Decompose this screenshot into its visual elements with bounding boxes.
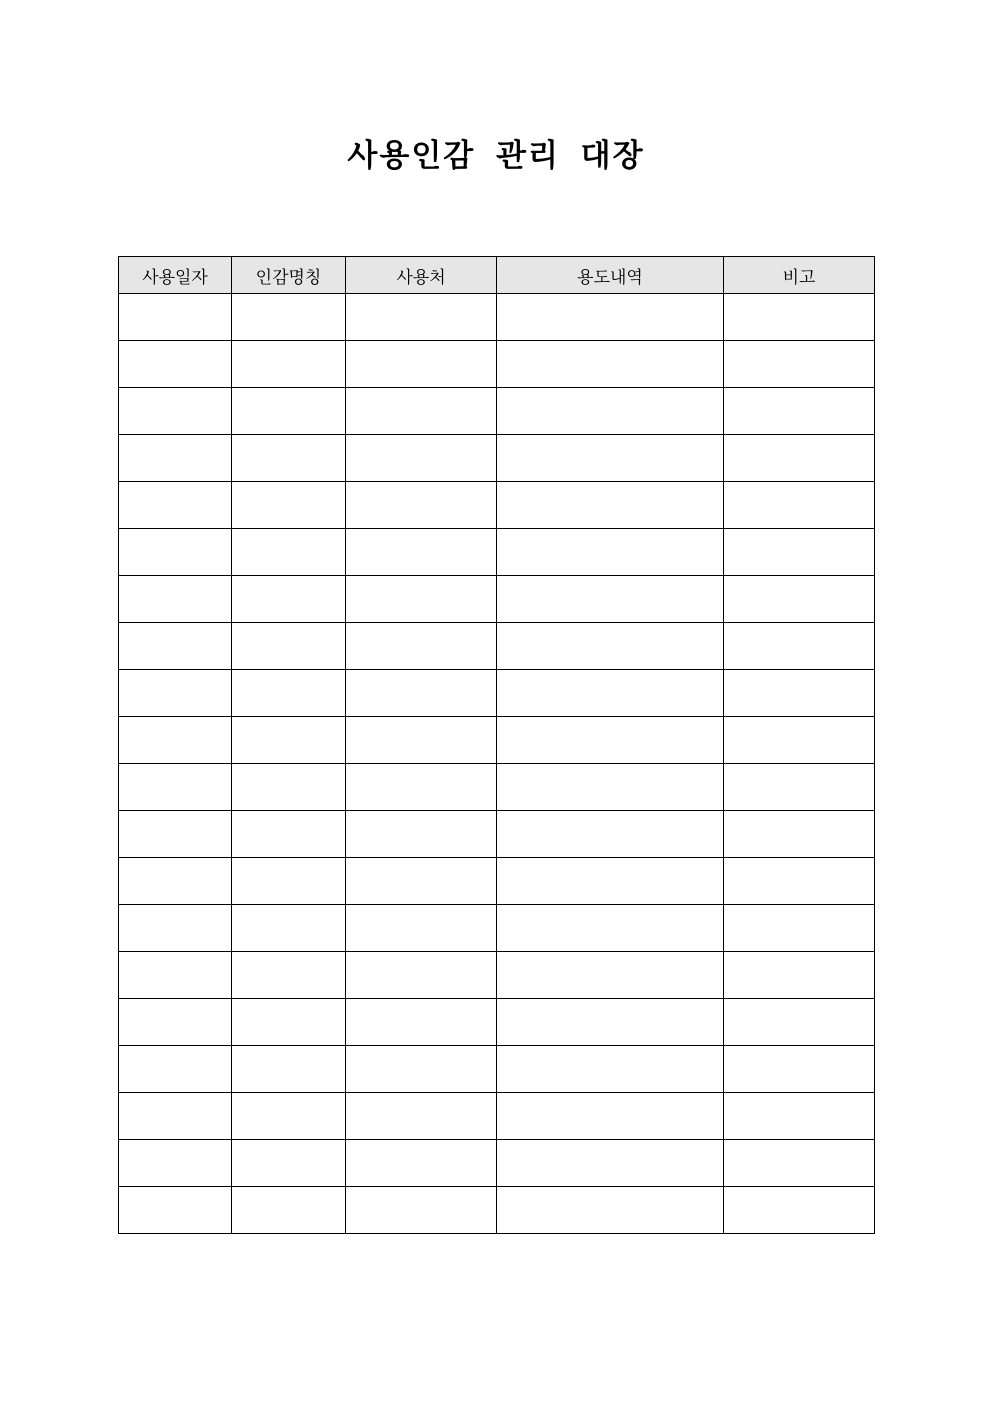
remarks-cell[interactable] bbox=[724, 905, 875, 952]
seal-name-cell[interactable] bbox=[232, 952, 346, 999]
used-at-cell[interactable] bbox=[346, 670, 497, 717]
table-body bbox=[119, 294, 875, 1234]
usage-date-cell[interactable] bbox=[119, 435, 232, 482]
usage-date-cell[interactable] bbox=[119, 1140, 232, 1187]
purpose-cell[interactable] bbox=[497, 764, 724, 811]
purpose-cell[interactable] bbox=[497, 905, 724, 952]
remarks-cell[interactable] bbox=[724, 482, 875, 529]
usage-date-cell[interactable] bbox=[119, 388, 232, 435]
column-header-used-at: 사용처 bbox=[346, 257, 497, 294]
usage-date-cell[interactable] bbox=[119, 482, 232, 529]
remarks-cell[interactable] bbox=[724, 670, 875, 717]
usage-date-cell[interactable] bbox=[119, 1093, 232, 1140]
purpose-cell[interactable] bbox=[497, 1046, 724, 1093]
seal-name-cell[interactable] bbox=[232, 1046, 346, 1093]
usage-date-cell[interactable] bbox=[119, 294, 232, 341]
used-at-cell[interactable] bbox=[346, 999, 497, 1046]
remarks-cell[interactable] bbox=[724, 435, 875, 482]
table-row bbox=[119, 764, 875, 811]
table-row bbox=[119, 999, 875, 1046]
seal-name-cell[interactable] bbox=[232, 576, 346, 623]
remarks-cell[interactable] bbox=[724, 576, 875, 623]
usage-date-cell[interactable] bbox=[119, 529, 232, 576]
remarks-cell[interactable] bbox=[724, 1140, 875, 1187]
remarks-cell[interactable] bbox=[724, 1187, 875, 1234]
seal-name-cell[interactable] bbox=[232, 529, 346, 576]
used-at-cell[interactable] bbox=[346, 952, 497, 999]
remarks-cell[interactable] bbox=[724, 858, 875, 905]
seal-name-cell[interactable] bbox=[232, 811, 346, 858]
used-at-cell[interactable] bbox=[346, 1187, 497, 1234]
used-at-cell[interactable] bbox=[346, 905, 497, 952]
seal-name-cell[interactable] bbox=[232, 670, 346, 717]
table-row bbox=[119, 670, 875, 717]
table-header-row bbox=[119, 257, 875, 294]
table-row bbox=[119, 623, 875, 670]
used-at-cell[interactable] bbox=[346, 576, 497, 623]
table-row bbox=[119, 952, 875, 999]
column-header-seal-name: 인감명칭 bbox=[232, 257, 346, 294]
seal-name-cell[interactable] bbox=[232, 294, 346, 341]
used-at-cell[interactable] bbox=[346, 764, 497, 811]
purpose-cell[interactable] bbox=[497, 811, 724, 858]
table-row bbox=[119, 811, 875, 858]
table-row bbox=[119, 1187, 875, 1234]
purpose-cell[interactable] bbox=[497, 482, 724, 529]
usage-date-cell[interactable] bbox=[119, 952, 232, 999]
remarks-cell[interactable] bbox=[724, 388, 875, 435]
purpose-cell[interactable] bbox=[497, 717, 724, 764]
seal-name-cell[interactable] bbox=[232, 1140, 346, 1187]
used-at-cell[interactable] bbox=[346, 811, 497, 858]
used-at-cell[interactable] bbox=[346, 482, 497, 529]
seal-name-cell[interactable] bbox=[232, 764, 346, 811]
usage-date-cell[interactable] bbox=[119, 670, 232, 717]
purpose-cell[interactable] bbox=[497, 952, 724, 999]
purpose-cell[interactable] bbox=[497, 1140, 724, 1187]
seal-name-cell[interactable] bbox=[232, 388, 346, 435]
usage-date-cell[interactable] bbox=[119, 811, 232, 858]
remarks-cell[interactable] bbox=[724, 717, 875, 764]
used-at-cell[interactable] bbox=[346, 1093, 497, 1140]
table-row bbox=[119, 482, 875, 529]
seal-name-cell[interactable] bbox=[232, 1187, 346, 1234]
used-at-cell[interactable] bbox=[346, 529, 497, 576]
remarks-cell[interactable] bbox=[724, 952, 875, 999]
seal-name-cell[interactable] bbox=[232, 858, 346, 905]
column-header-purpose: 용도내역 bbox=[497, 257, 724, 294]
purpose-cell[interactable] bbox=[497, 294, 724, 341]
used-at-cell[interactable] bbox=[346, 341, 497, 388]
table-row bbox=[119, 1140, 875, 1187]
table-row bbox=[119, 388, 875, 435]
table-row bbox=[119, 1046, 875, 1093]
usage-date-cell[interactable] bbox=[119, 905, 232, 952]
seal-name-cell[interactable] bbox=[232, 905, 346, 952]
seal-name-cell[interactable] bbox=[232, 482, 346, 529]
purpose-cell[interactable] bbox=[497, 670, 724, 717]
seal-usage-table bbox=[118, 256, 875, 1234]
table-row bbox=[119, 1093, 875, 1140]
purpose-cell[interactable] bbox=[497, 1093, 724, 1140]
usage-date-cell[interactable] bbox=[119, 341, 232, 388]
page-title: 사용인감 관리 대장 bbox=[347, 138, 645, 174]
seal-name-cell[interactable] bbox=[232, 623, 346, 670]
purpose-cell[interactable] bbox=[497, 858, 724, 905]
table-row bbox=[119, 858, 875, 905]
usage-date-cell[interactable] bbox=[119, 1046, 232, 1093]
remarks-cell[interactable] bbox=[724, 764, 875, 811]
table-row bbox=[119, 529, 875, 576]
usage-date-cell[interactable] bbox=[119, 1187, 232, 1234]
usage-date-cell[interactable] bbox=[119, 858, 232, 905]
remarks-cell[interactable] bbox=[724, 529, 875, 576]
table-row bbox=[119, 576, 875, 623]
remarks-cell[interactable] bbox=[724, 623, 875, 670]
remarks-cell[interactable] bbox=[724, 1093, 875, 1140]
table-row bbox=[119, 435, 875, 482]
table-row bbox=[119, 341, 875, 388]
table-row bbox=[119, 717, 875, 764]
used-at-cell[interactable] bbox=[346, 435, 497, 482]
used-at-cell[interactable] bbox=[346, 623, 497, 670]
remarks-cell[interactable] bbox=[724, 1046, 875, 1093]
purpose-cell[interactable] bbox=[497, 999, 724, 1046]
used-at-cell[interactable] bbox=[346, 858, 497, 905]
remarks-cell[interactable] bbox=[724, 811, 875, 858]
usage-date-cell[interactable] bbox=[119, 717, 232, 764]
used-at-cell[interactable] bbox=[346, 717, 497, 764]
usage-date-cell[interactable] bbox=[119, 576, 232, 623]
purpose-cell[interactable] bbox=[497, 529, 724, 576]
column-header-usage-date: 사용일자 bbox=[119, 257, 232, 294]
seal-name-cell[interactable] bbox=[232, 1093, 346, 1140]
table-row bbox=[119, 294, 875, 341]
purpose-cell[interactable] bbox=[497, 435, 724, 482]
column-header-remarks: 비고 bbox=[724, 257, 875, 294]
purpose-cell[interactable] bbox=[497, 576, 724, 623]
seal-name-cell[interactable] bbox=[232, 999, 346, 1046]
remarks-cell[interactable] bbox=[724, 294, 875, 341]
usage-date-cell[interactable] bbox=[119, 999, 232, 1046]
used-at-cell[interactable] bbox=[346, 1046, 497, 1093]
purpose-cell[interactable] bbox=[497, 341, 724, 388]
used-at-cell[interactable] bbox=[346, 388, 497, 435]
seal-name-cell[interactable] bbox=[232, 341, 346, 388]
seal-name-cell[interactable] bbox=[232, 435, 346, 482]
used-at-cell[interactable] bbox=[346, 294, 497, 341]
purpose-cell[interactable] bbox=[497, 1187, 724, 1234]
purpose-cell[interactable] bbox=[497, 388, 724, 435]
remarks-cell[interactable] bbox=[724, 999, 875, 1046]
remarks-cell[interactable] bbox=[724, 341, 875, 388]
usage-date-cell[interactable] bbox=[119, 623, 232, 670]
usage-date-cell[interactable] bbox=[119, 764, 232, 811]
seal-name-cell[interactable] bbox=[232, 717, 346, 764]
used-at-cell[interactable] bbox=[346, 1140, 497, 1187]
table-row bbox=[119, 905, 875, 952]
purpose-cell[interactable] bbox=[497, 623, 724, 670]
